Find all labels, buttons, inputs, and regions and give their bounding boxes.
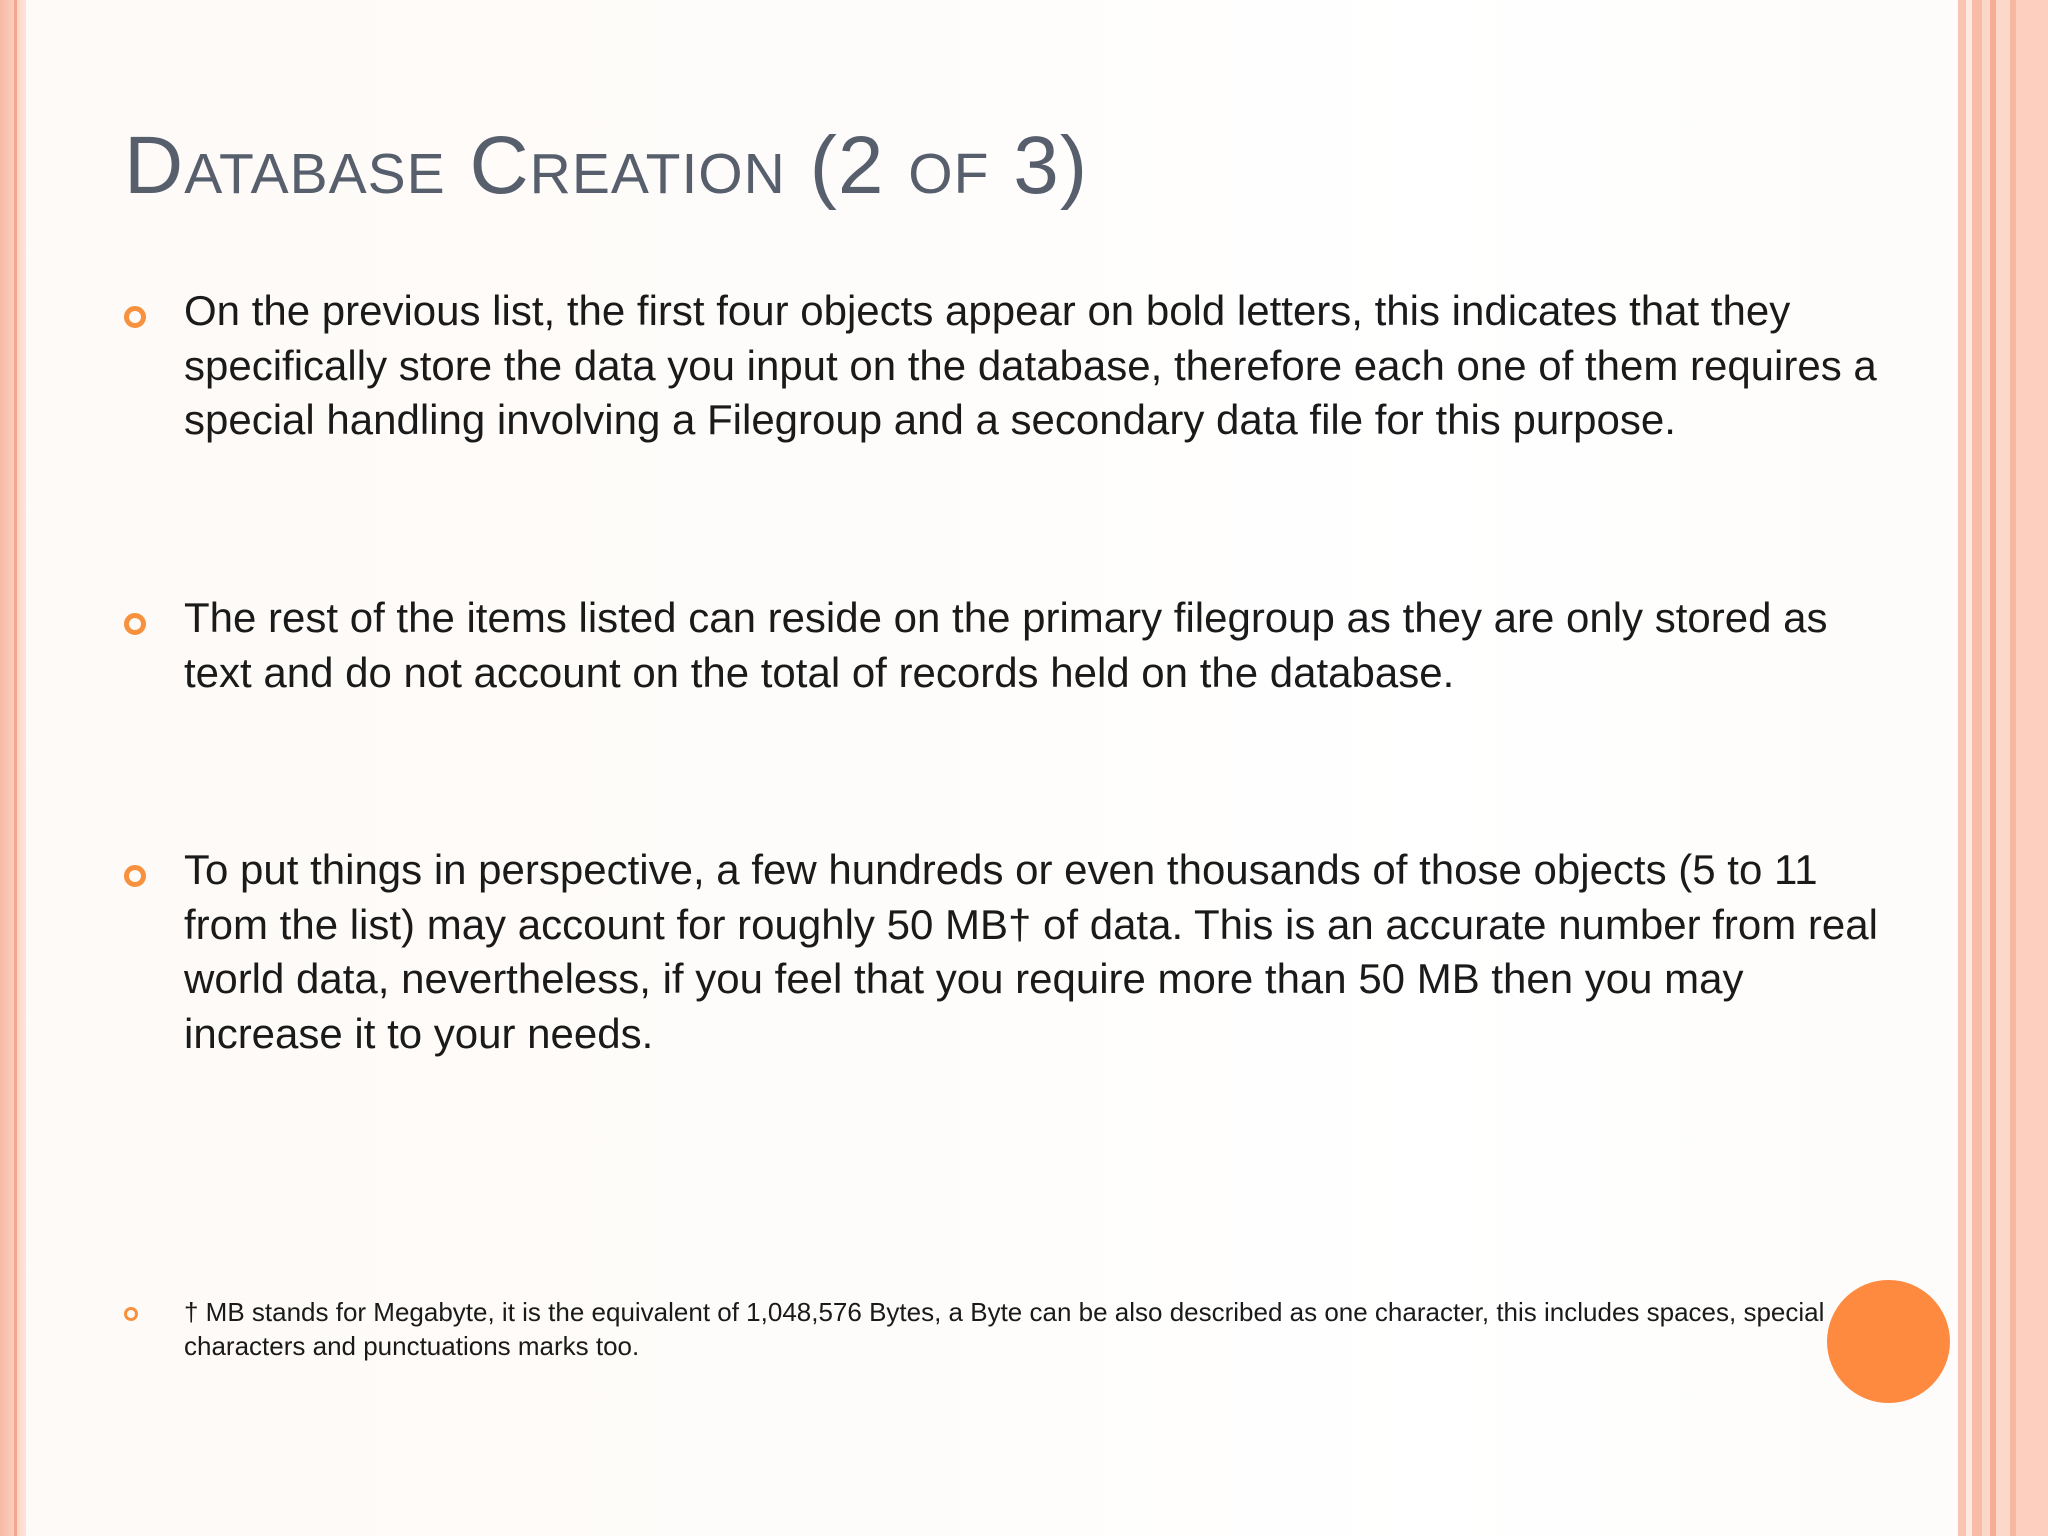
bullet-ring-icon [124, 1307, 138, 1321]
right-decorative-stripe [1982, 0, 1990, 1536]
footnote-text: † MB stands for Megabyte, it is the equivalent of 1,048,576 Bytes, a Byte can be also described as one character, this includes spaces, special characters and punctuations marks too. [184, 1297, 1825, 1361]
left-decorative-line [14, 0, 17, 1536]
bullet-text: To put things in perspective, a few hundreds or even thousands of those objects (5 to 11 from the list) may account for roughly 50 MB† of data. This is an accurate number from real world data, nevertheless, if you feel that you require more than 50 MB then you may increase it to your needs. [184, 846, 1878, 1057]
bullet-ring-icon [124, 306, 146, 328]
slide-title: Database Creation (2 of 3) [124, 120, 1089, 211]
bullet-text: The rest of the items listed can reside on the primary filegroup as they are only stored as text and do not account on the total of records held on the database. [184, 594, 1828, 696]
right-decorative-stripe [1958, 0, 1966, 1536]
right-decorative-stripe [2016, 0, 2048, 1536]
right-decorative-stripe [1972, 0, 1982, 1536]
bullet-ring-icon [124, 613, 146, 635]
bullet-text: On the previous list, the first four objects appear on bold letters, this indicates that they specifically store the data you input on the database, therefore each one of them requires a special handling involving a Filegroup and a secondary data file for this purpose. [184, 287, 1877, 443]
accent-circle [1827, 1280, 1950, 1403]
bullet-ring-icon [124, 865, 146, 887]
left-decorative-border [0, 0, 26, 1536]
right-decorative-stripe [1996, 0, 2010, 1536]
